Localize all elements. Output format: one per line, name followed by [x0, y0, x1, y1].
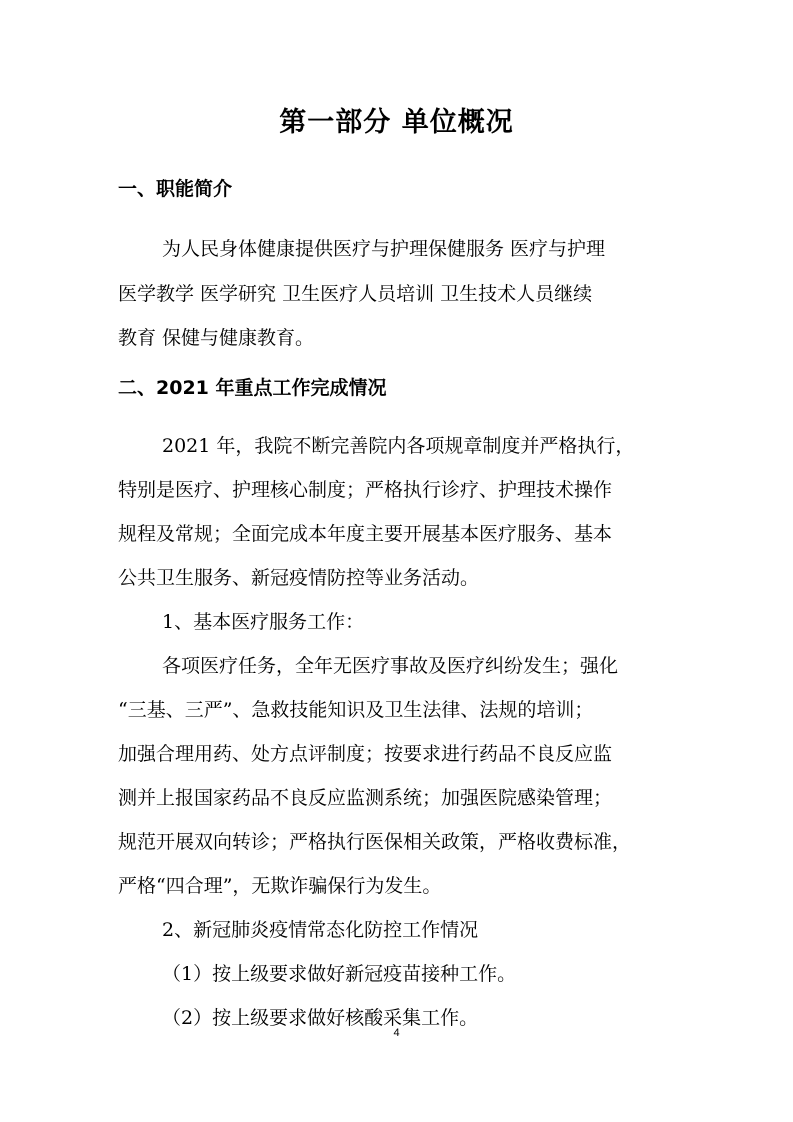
section-heading-functions: 一、职能简介 — [118, 178, 233, 200]
paragraph-line: 加强合理用药、处方点评制度；按要求进行药品不良反应监 — [118, 743, 613, 765]
paragraph-line: 2021 年，我院不断完善院内各项规章制度并严格执行， — [162, 435, 635, 457]
list-item: （2）按上级要求做好核酸采集工作。 — [162, 1007, 479, 1029]
paragraph-line: 规程及常规；全面完成本年度主要开展基本医疗服务、基本 — [118, 523, 613, 545]
section-heading-2021-work: 二、2021 年重点工作完成情况 — [118, 377, 387, 399]
paragraph-line: 测并上报国家药品不良反应监测系统；加强医院感染管理； — [118, 787, 613, 809]
paragraph-line: 严格“四合理”，无欺诈骗保行为发生。 — [118, 875, 442, 897]
paragraph-line: 公共卫生服务、新冠疫情防控等业务活动。 — [118, 567, 480, 589]
paragraph-line: 医学教学 医学研究 卫生医疗人员培训 卫生技术人员继续 — [118, 283, 593, 305]
subsection-title-covid-control: 2、新冠肺炎疫情常态化防控工作情况 — [162, 919, 479, 941]
paragraph-line: 为人民身体健康提供医疗与护理保健服务 医疗与护理 — [162, 238, 606, 260]
paragraph-line: 教育 保健与健康教育。 — [118, 327, 315, 349]
page-title: 第一部分 单位概况 — [279, 107, 514, 138]
paragraph-line: 规范开展双向转诊；严格执行医保相关政策，严格收费标准， — [118, 831, 632, 853]
paragraph-line: 各项医疗任务，全年无医疗事故及医疗纠纷发生；强化 — [162, 655, 619, 677]
paragraph-line: 特别是医疗、护理核心制度；严格执行诊疗、护理技术操作 — [118, 479, 613, 501]
page-number: 4 — [393, 1027, 400, 1039]
paragraph-line: “三基、三严”、急救技能知识及卫生法律、法规的培训； — [118, 699, 594, 721]
list-item: （1）按上级要求做好新冠疫苗接种工作。 — [162, 963, 517, 985]
subsection-title-basic-medical: 1、基本医疗服务工作： — [162, 611, 365, 633]
